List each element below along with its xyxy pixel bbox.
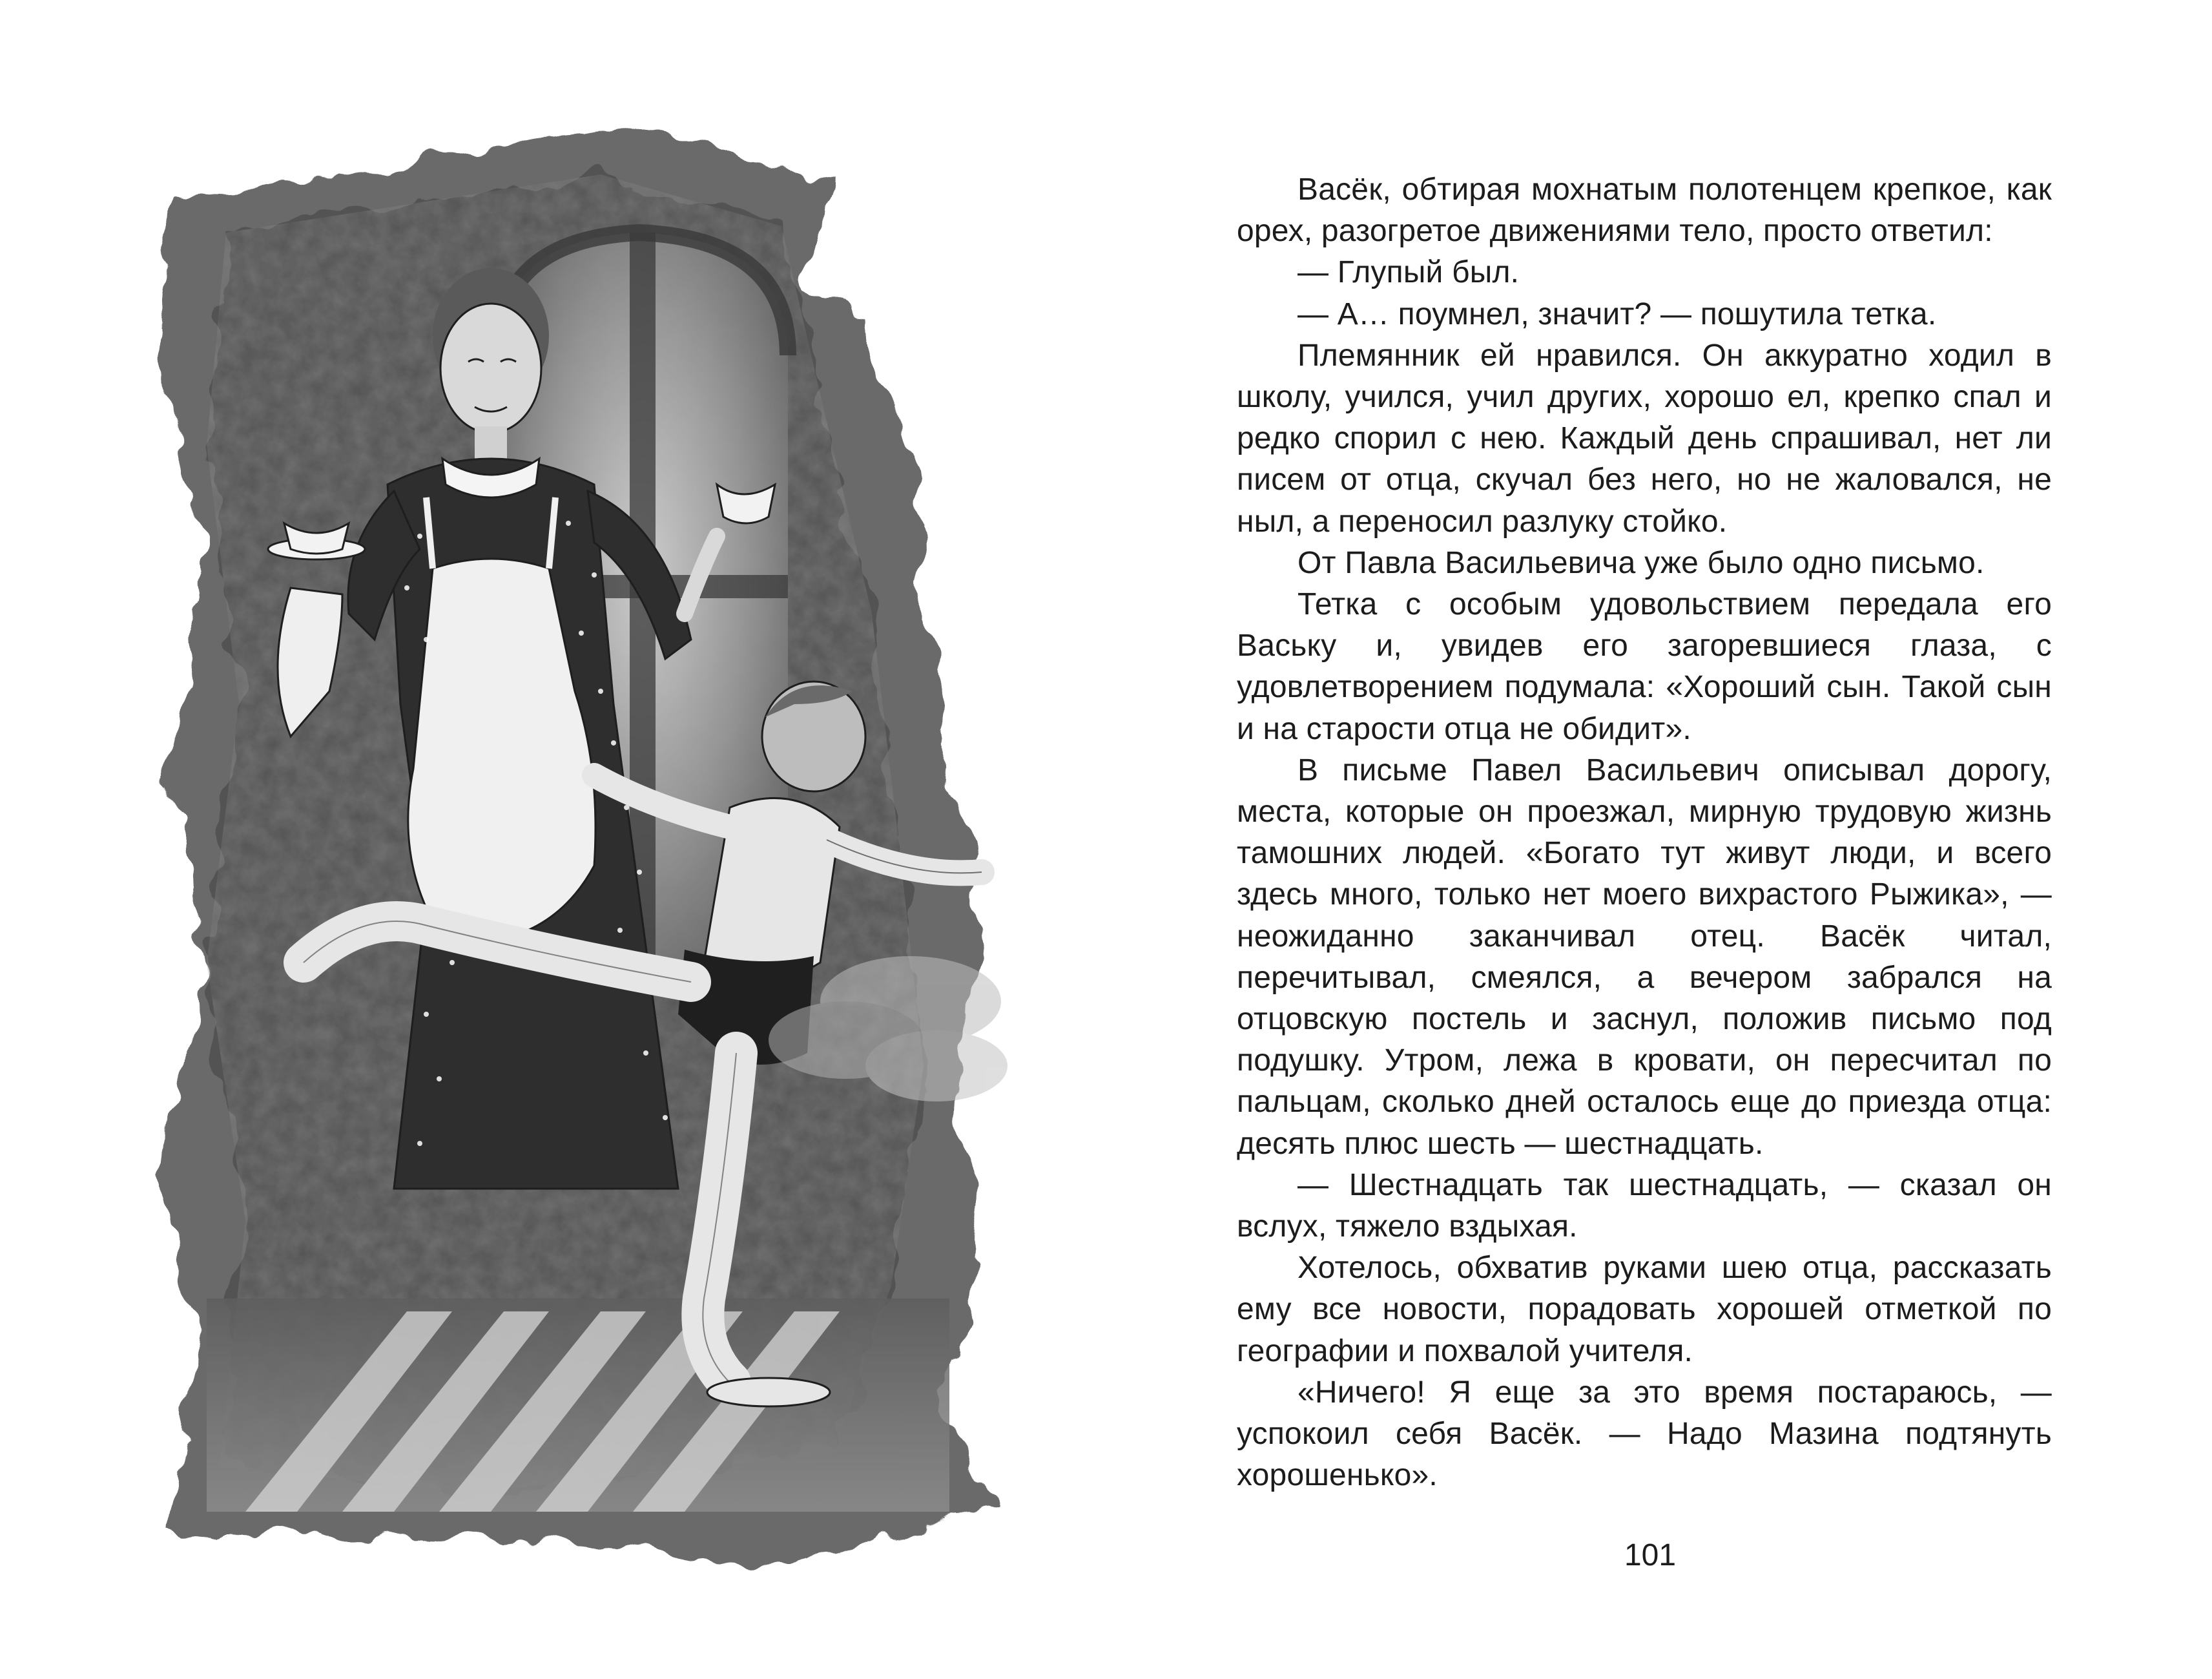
paragraph: — Глупый был. — [1297, 255, 1520, 290]
paragraph: Васёк, обтирая мохнатым полотенцем крепкое, как орех, разогретое движениями тело, просто ответил: — [1237, 172, 2052, 249]
paragraph: «Ничего! Я еще за это время постараюсь, — успокоил себя Васёк. — Надо Мазина подтянуть хорошенько». — [1237, 1375, 2052, 1493]
page-number: 101 — [1624, 1538, 1677, 1572]
paragraph: От Павла Васильевича уже было одно письмо. — [1297, 545, 1985, 580]
text-column — [1237, 169, 2052, 1497]
floor-light — [207, 1298, 949, 1512]
illustration — [149, 123, 1104, 1583]
paragraph: — А… поумнел, значит? — пошутила тетка. — [1297, 297, 1937, 331]
paragraph: Хотелось, обхватив руками шею отца, рассказать ему все новости, порадовать хорошей отметкой по географии и похвалой учителя. — [1237, 1251, 2052, 1368]
paragraph: Тетка с особым удовольствием передала его Ваську и, увидев его загоревшиеся глаза, с удовлетворением подумала: «Хороший сын. Такой сын и на старости отца не обидит». — [1237, 587, 2052, 746]
paragraph: В письме Павел Васильевич описывал дорогу, места, которые он проезжал, мирную трудовую жизнь тамошних людей. «Богато тут живут люди, и всего здесь много, только нет моего вихрастого Рыжика», — неожиданно заканчивал отец. Васёк читал, перечитывал, смеялся, а вечером забрался на отцовскую постель и заснул, положив письмо под подушку. Утром, лежа в кровати, он пересчитал по пальцам, сколько дней осталось еще до приезда отца: десять плюс шесть — шестнадцать. — [1237, 753, 2052, 1161]
illustration-art — [149, 123, 1104, 1583]
paragraph: Племянник ей нравился. Он аккуратно ходил в школу, учился, учил других, хорошо ел, крепко спал и редко спорил с нею. Каждый день спрашивал, нет ли писем от отца, скучал без него, но не жаловался, не ныл, а переносил разлуку стойко. — [1237, 338, 2052, 539]
paragraph: — Шестнадцать так шестнадцать, — сказал он вслух, тяжело вздыхая. — [1237, 1167, 2052, 1244]
